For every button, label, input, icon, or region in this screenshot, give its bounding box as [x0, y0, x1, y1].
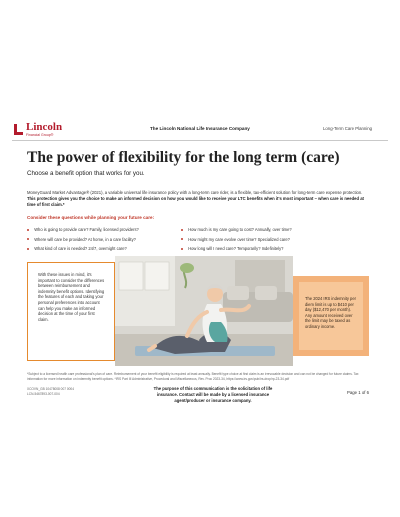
- question-item: [181, 225, 361, 235]
- question-text: Where will care be provided? At home, in a care facility?: [34, 236, 136, 242]
- callout-right-text: The 2024 IRS indemnity per diem limit is up to $410 per day ($12,470 per month). Any amount received over the limit may be taxed as ordinary income.: [305, 296, 356, 329]
- lincoln-logo: [14, 122, 62, 138]
- purpose-statement: The purpose of this communication is the solicitation of life insurance. Contact will be made by a licensed insurance agent/producer or insurance company.: [153, 386, 273, 403]
- question-text: How much is my care going to cost? Annually, over time?: [188, 227, 292, 232]
- question-item: [181, 235, 361, 245]
- question-text: Who is going to provide care? Family, licensed providers?: [34, 227, 139, 232]
- bullet-icon: [181, 229, 183, 231]
- logo-name: Lincoln: [26, 121, 63, 133]
- callout-left: [27, 262, 115, 361]
- document-codes: [27, 387, 74, 396]
- question-text: How might my care evolve over time? Specialized care?: [188, 236, 290, 242]
- bullet-icon: [27, 248, 29, 250]
- bullet-icon: [27, 229, 29, 231]
- bullet-icon: [27, 238, 29, 240]
- page-title: The power of flexibility for the long term (care): [27, 149, 340, 166]
- callout-left-text: With these issues in mind, it's important to consider the differences between reimbursement and indemnity benefit options. Identifying the features of each and taking your personal preferences into account can help you make an informed decision at the time of your first claim.: [38, 272, 105, 322]
- questions-left: [27, 225, 177, 254]
- callout-right-inner: [299, 282, 363, 350]
- section-tag: Long-Term Care Planning: [323, 126, 372, 131]
- questions-right: [181, 225, 361, 254]
- photo-illustration: [115, 256, 293, 366]
- logo-subtitle: Financial Group®: [26, 133, 54, 137]
- question-text: How long will I need care? Temporarily? Indefinitely?: [188, 246, 284, 251]
- question-item: [27, 235, 177, 245]
- document-code: XCOVN_GB 10478008 007 0004: [27, 387, 74, 391]
- question-item: [27, 244, 177, 254]
- question-item: [27, 225, 177, 235]
- lincoln-logo-icon: [14, 124, 24, 135]
- intro-bold: This protection gives you the choice to make an informed decision on how you would like to receive your LTC benefits when it's most important – when care is needed at time of first claim.*: [27, 196, 364, 207]
- question-item: [181, 244, 361, 254]
- intro-paragraph: [27, 190, 371, 208]
- callout-right: [293, 276, 369, 356]
- bullet-icon: [181, 248, 183, 250]
- question-text: What kind of care is needed? 24/7, overnight care?: [34, 246, 127, 251]
- bullet-icon: [181, 238, 183, 240]
- header-divider: [12, 140, 388, 141]
- page-subtitle: Choose a benefit option that works for you.: [27, 170, 145, 177]
- document-code: LCN-5467893-007-004: [27, 391, 60, 396]
- company-name: The Lincoln National Life Insurance Company: [150, 126, 250, 131]
- consider-heading: Consider these questions while planning your future care:: [27, 215, 155, 220]
- intro-plain: MoneyGuard Market Advantage® (2021), a variable universal life insurance policy with a long-term care rider, is a flexible, tax-efficient solution for long-term care expense protection.: [27, 190, 363, 195]
- callout-right-gap: [293, 256, 369, 276]
- stretching-woman-photo: [115, 256, 293, 366]
- footnote: *Subject to a licensed health care professional's plan of care. Reimbursement of your benefit eligibility is required at least annually. Benefit type choice at first claim is an irrevocable decision and can not be changed for future claims. Tax information for more information on indemnity benefit options. *IRS Part III Administrative, Procedural and Miscellaneous, Rev. Proc 2023-34, https://www.irs.gov/pub/irs-drop/rp-23-34.pdf: [27, 372, 359, 381]
- page-number: Page 1 of 6: [347, 390, 369, 395]
